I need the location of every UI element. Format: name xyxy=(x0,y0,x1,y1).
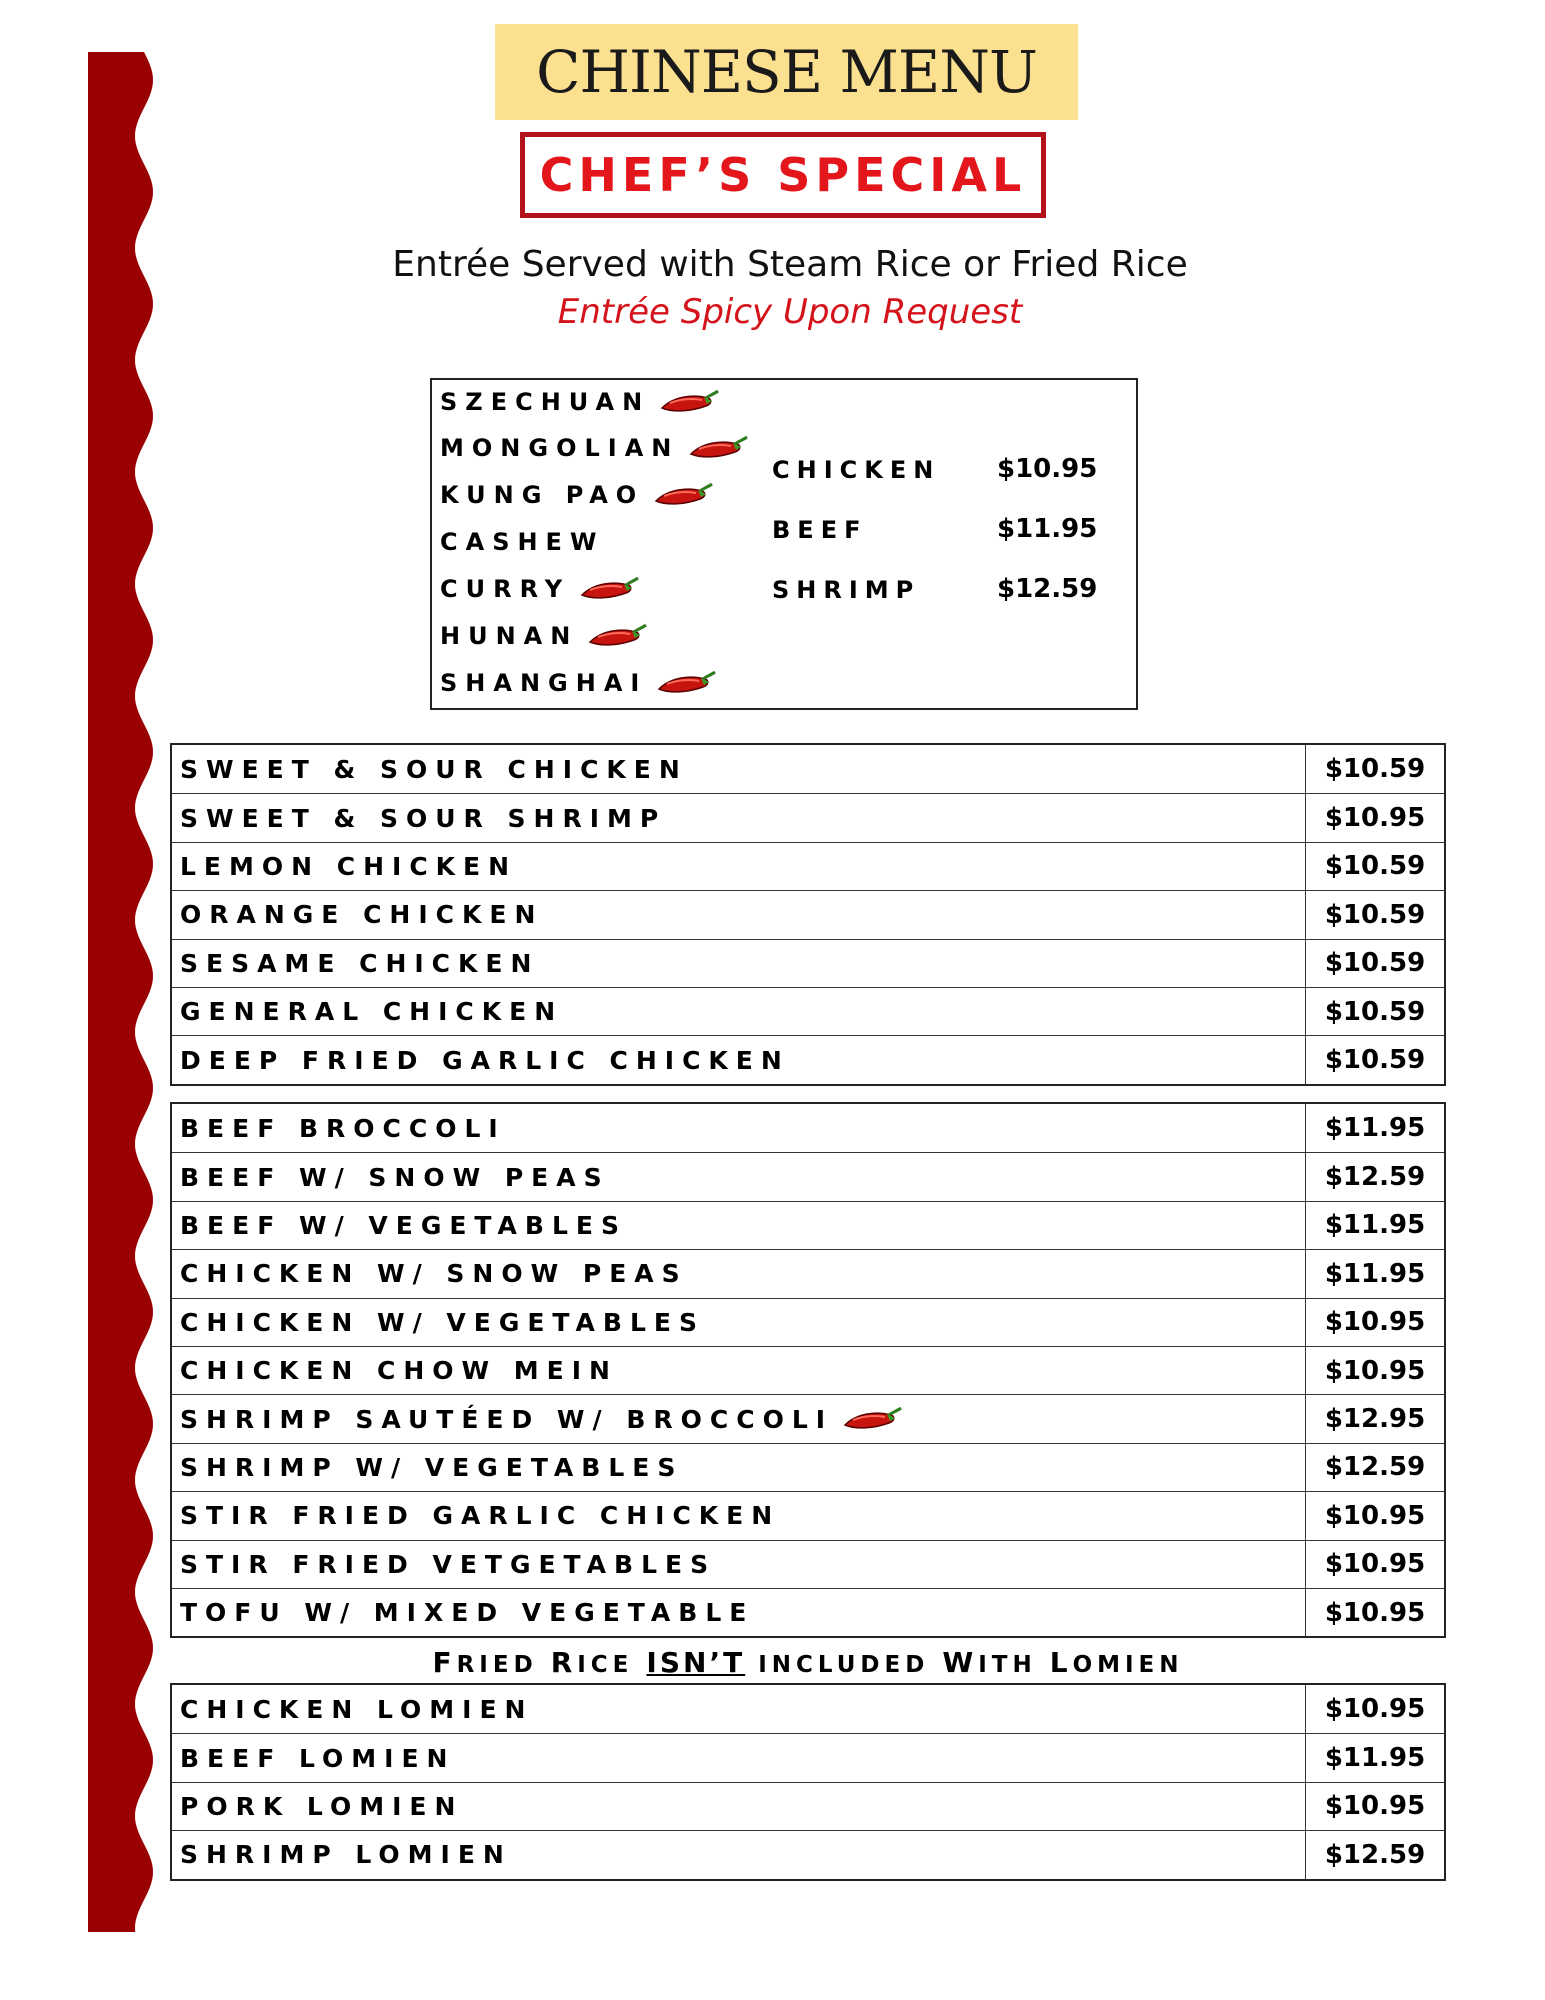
menu-section-lomien xyxy=(170,1683,1446,1881)
table-row: CHICKEN LOMIEN $10.95 xyxy=(172,1685,1444,1733)
meat-price: $10.95 xyxy=(997,454,1098,484)
table-row: LEMON CHICKEN $10.59 xyxy=(172,842,1444,890)
spicy-note: Entrée Spicy Upon Request xyxy=(557,292,1023,332)
table-row: SHRIMP LOMIEN $12.59 xyxy=(172,1830,1444,1878)
chili-pepper-icon xyxy=(660,388,720,416)
style-item: MONGOLIAN xyxy=(440,426,749,470)
table-row: SESAME CHICKEN $10.59 xyxy=(172,939,1444,987)
table-row: BEEF LOMIEN $11.95 xyxy=(172,1733,1444,1781)
chili-pepper-icon xyxy=(580,575,640,603)
meat-price: $12.59 xyxy=(997,574,1098,604)
table-row: SWEET & SOUR SHRIMP $10.95 xyxy=(172,793,1444,841)
style-item: CURRY xyxy=(440,567,640,611)
chili-pepper-icon xyxy=(588,622,648,650)
style-item: SHANGHAI xyxy=(440,661,717,705)
meat-price: $11.95 xyxy=(997,514,1098,544)
chili-pepper-icon xyxy=(657,669,717,697)
menu-section-entrees xyxy=(170,1102,1446,1638)
table-row: CHICKEN W/ VEGETABLES $10.95 xyxy=(172,1298,1444,1346)
lomien-note: FRIED RICE ISN’T INCLUDED WITH LOMIEN xyxy=(432,1646,1184,1679)
menu-title-banner xyxy=(495,24,1078,120)
table-row: PORK LOMIEN $10.95 xyxy=(172,1782,1444,1830)
meat-option: BEEF xyxy=(772,516,868,544)
table-row: STIR FRIED VETGETABLES $10.95 xyxy=(172,1540,1444,1588)
chili-pepper-icon xyxy=(654,481,714,509)
chili-pepper-icon xyxy=(843,1405,903,1433)
wavy-ribbon xyxy=(88,52,162,1932)
style-item: KUNG PAO xyxy=(440,473,714,517)
table-row: BEEF W/ SNOW PEAS $12.59 xyxy=(172,1152,1444,1200)
chefs-special-grid xyxy=(430,378,1138,710)
menu-section-chicken xyxy=(170,743,1446,1086)
chili-pepper-icon xyxy=(689,434,749,462)
table-row: SWEET & SOUR CHICKEN $10.59 xyxy=(172,745,1444,793)
table-row: SHRIMP W/ VEGETABLES $12.59 xyxy=(172,1443,1444,1491)
chefs-special-heading: CHEF’S SPECIAL xyxy=(539,148,1027,202)
style-item: CASHEW xyxy=(440,528,605,556)
table-row: CHICKEN CHOW MEIN $10.95 xyxy=(172,1346,1444,1394)
table-row: BEEF BROCCOLI $11.95 xyxy=(172,1104,1444,1152)
style-item: HUNAN xyxy=(440,614,648,658)
table-row: STIR FRIED GARLIC CHICKEN $10.95 xyxy=(172,1491,1444,1539)
served-with-note: Entrée Served with Steam Rice or Fried Rice xyxy=(392,244,1188,285)
style-item: SZECHUAN xyxy=(440,380,720,424)
table-row: CHICKEN W/ SNOW PEAS $11.95 xyxy=(172,1249,1444,1297)
menu-title: CHINESE MENU xyxy=(536,38,1037,106)
meat-option: CHICKEN xyxy=(772,456,941,484)
table-row: TOFU W/ MIXED VEGETABLE $10.95 xyxy=(172,1588,1444,1636)
table-row: DEEP FRIED GARLIC CHICKEN $10.59 xyxy=(172,1035,1444,1083)
table-row: SHRIMP SAUTÉED W/ BROCCOLI $12.95 xyxy=(172,1394,1444,1442)
table-row: ORANGE CHICKEN $10.59 xyxy=(172,890,1444,938)
chefs-special-banner xyxy=(520,132,1046,218)
table-row: BEEF W/ VEGETABLES $11.95 xyxy=(172,1201,1444,1249)
meat-option: SHRIMP xyxy=(772,576,921,604)
table-row: GENERAL CHICKEN $10.59 xyxy=(172,987,1444,1035)
